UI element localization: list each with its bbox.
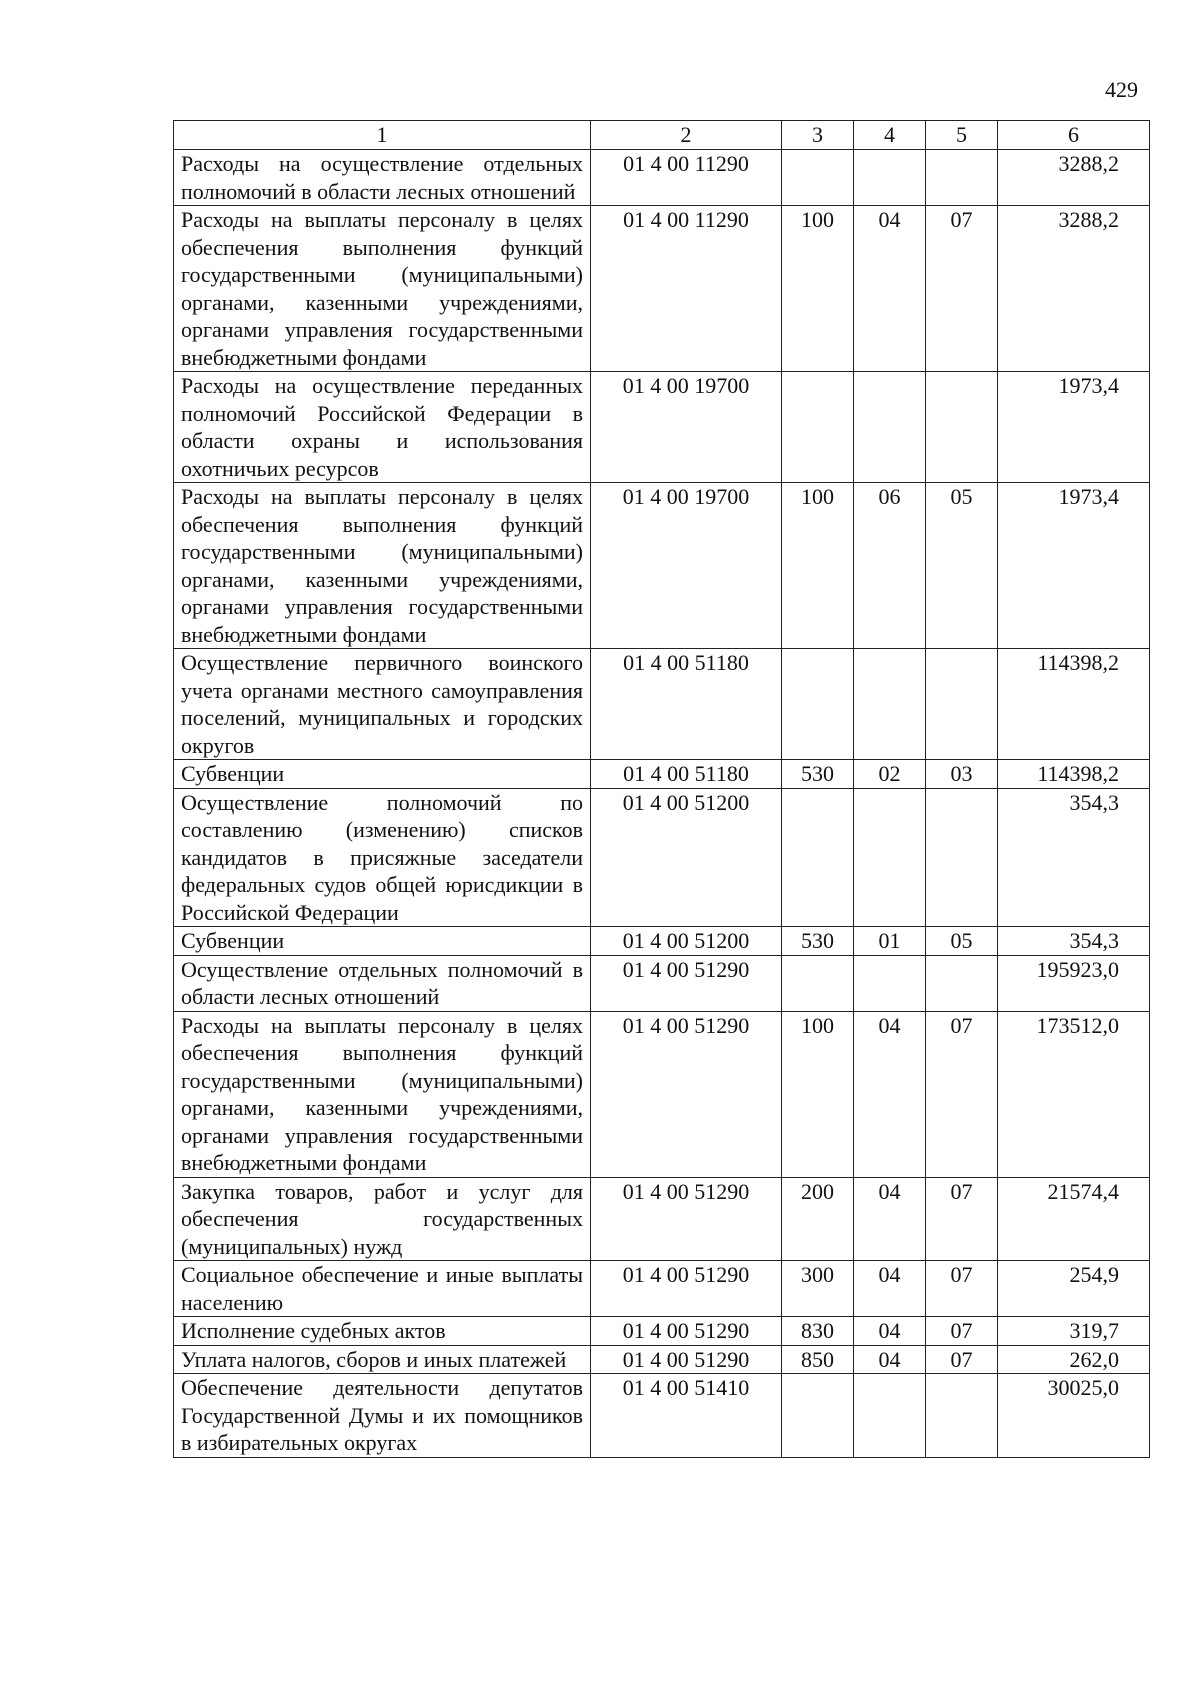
amount-cell: 319,7: [998, 1317, 1150, 1346]
column-4-cell: 04: [854, 1011, 926, 1177]
column-5-cell: 07: [926, 1317, 998, 1346]
expense-description-cell: Осуществление отдельных полномочий в области лесных отношений: [174, 955, 591, 1011]
column-5-cell: [926, 150, 998, 206]
target-code-cell: 01 4 00 19700: [591, 483, 782, 649]
column-4-cell: [854, 649, 926, 760]
column-4-cell: [854, 955, 926, 1011]
target-code-cell: 01 4 00 51290: [591, 1317, 782, 1346]
column-3-cell: 100: [782, 1011, 854, 1177]
table-row: [174, 1011, 1150, 1177]
table-row: [174, 1261, 1150, 1317]
amount-cell: 195923,0: [998, 955, 1150, 1011]
expense-description-cell: Социальное обеспечение и иные выплаты населению: [174, 1261, 591, 1317]
table-row: [174, 1177, 1150, 1261]
column-5-cell: 03: [926, 760, 998, 789]
column-4-cell: 04: [854, 1177, 926, 1261]
table-row: [174, 1345, 1150, 1374]
column-3-cell: [782, 649, 854, 760]
amount-cell: 1973,4: [998, 372, 1150, 483]
amount-cell: 354,3: [998, 927, 1150, 956]
table-row: [174, 1374, 1150, 1458]
column-3-cell: [782, 1374, 854, 1458]
budget-table-body: [174, 121, 1150, 1458]
amount-cell: 30025,0: [998, 1374, 1150, 1458]
target-code-cell: 01 4 00 51290: [591, 1345, 782, 1374]
amount-cell: 114398,2: [998, 760, 1150, 789]
column-4-cell: 06: [854, 483, 926, 649]
column-3-cell: 200: [782, 1177, 854, 1261]
column-header: 2: [591, 121, 782, 150]
table-row: [174, 150, 1150, 206]
column-3-cell: [782, 955, 854, 1011]
table-row: [174, 955, 1150, 1011]
table-row: [174, 927, 1150, 956]
column-3-cell: 530: [782, 927, 854, 956]
column-header: 1: [174, 121, 591, 150]
column-3-cell: 530: [782, 760, 854, 789]
table-header-row: [174, 121, 1150, 150]
target-code-cell: 01 4 00 51290: [591, 1011, 782, 1177]
target-code-cell: 01 4 00 51180: [591, 760, 782, 789]
column-header: 4: [854, 121, 926, 150]
column-5-cell: [926, 788, 998, 927]
budget-table: [173, 120, 1150, 1458]
column-4-cell: 04: [854, 206, 926, 372]
target-code-cell: 01 4 00 51200: [591, 788, 782, 927]
amount-cell: 262,0: [998, 1345, 1150, 1374]
expense-description-cell: Осуществление первичного воинского учета органами местного самоуправления поселений, муниципальных и городских округов: [174, 649, 591, 760]
column-5-cell: 05: [926, 483, 998, 649]
column-4-cell: 04: [854, 1317, 926, 1346]
expense-description-cell: Расходы на выплаты персоналу в целях обеспечения выполнения функций государственными (муниципальными) органами, казенными учреждениями, органами управления государственными внебюджетными фондами: [174, 206, 591, 372]
column-5-cell: [926, 955, 998, 1011]
column-5-cell: 07: [926, 206, 998, 372]
column-4-cell: [854, 150, 926, 206]
column-3-cell: 830: [782, 1317, 854, 1346]
column-4-cell: [854, 788, 926, 927]
column-5-cell: [926, 649, 998, 760]
column-3-cell: [782, 788, 854, 927]
target-code-cell: 01 4 00 19700: [591, 372, 782, 483]
column-5-cell: 07: [926, 1011, 998, 1177]
column-5-cell: 07: [926, 1345, 998, 1374]
column-4-cell: [854, 1374, 926, 1458]
table-row: [174, 649, 1150, 760]
table-row: [174, 1317, 1150, 1346]
column-3-cell: [782, 372, 854, 483]
expense-description-cell: Обеспечение деятельности депутатов Государственной Думы и их помощников в избирательных округах: [174, 1374, 591, 1458]
amount-cell: 21574,4: [998, 1177, 1150, 1261]
amount-cell: 1973,4: [998, 483, 1150, 649]
expense-description-cell: Осуществление полномочий по составлению (изменению) списков кандидатов в присяжные заседатели федеральных судов общей юрисдикции в Российской Федерации: [174, 788, 591, 927]
target-code-cell: 01 4 00 51290: [591, 1177, 782, 1261]
column-header: 3: [782, 121, 854, 150]
column-3-cell: 300: [782, 1261, 854, 1317]
table-row: [174, 760, 1150, 789]
column-4-cell: 02: [854, 760, 926, 789]
column-3-cell: 100: [782, 483, 854, 649]
expense-description-cell: Расходы на осуществление переданных полномочий Российской Федерации в области охраны и использования охотничьих ресурсов: [174, 372, 591, 483]
amount-cell: 114398,2: [998, 649, 1150, 760]
table-row: [174, 788, 1150, 927]
column-5-cell: 07: [926, 1177, 998, 1261]
column-5-cell: [926, 1374, 998, 1458]
target-code-cell: 01 4 00 11290: [591, 206, 782, 372]
column-4-cell: 01: [854, 927, 926, 956]
column-5-cell: 05: [926, 927, 998, 956]
amount-cell: 354,3: [998, 788, 1150, 927]
expense-description-cell: Закупка товаров, работ и услуг для обеспечения государственных (муниципальных) нужд: [174, 1177, 591, 1261]
target-code-cell: 01 4 00 11290: [591, 150, 782, 206]
amount-cell: 254,9: [998, 1261, 1150, 1317]
expense-description-cell: Расходы на осуществление отдельных полномочий в области лесных отношений: [174, 150, 591, 206]
column-4-cell: [854, 372, 926, 483]
page-number: 429: [1105, 77, 1138, 102]
column-3-cell: 100: [782, 206, 854, 372]
column-5-cell: [926, 372, 998, 483]
target-code-cell: 01 4 00 51290: [591, 1261, 782, 1317]
amount-cell: 3288,2: [998, 150, 1150, 206]
column-4-cell: 04: [854, 1345, 926, 1374]
column-3-cell: [782, 150, 854, 206]
amount-cell: 173512,0: [998, 1011, 1150, 1177]
expense-description-cell: Субвенции: [174, 760, 591, 789]
target-code-cell: 01 4 00 51410: [591, 1374, 782, 1458]
column-3-cell: 850: [782, 1345, 854, 1374]
column-header: 5: [926, 121, 998, 150]
target-code-cell: 01 4 00 51200: [591, 927, 782, 956]
table-row: [174, 206, 1150, 372]
amount-cell: 3288,2: [998, 206, 1150, 372]
column-4-cell: 04: [854, 1261, 926, 1317]
target-code-cell: 01 4 00 51290: [591, 955, 782, 1011]
expense-description-cell: Исполнение судебных актов: [174, 1317, 591, 1346]
expense-description-cell: Субвенции: [174, 927, 591, 956]
expense-description-cell: Расходы на выплаты персоналу в целях обеспечения выполнения функций государственными (муниципальными) органами, казенными учреждениями, органами управления государственными внебюджетными фондами: [174, 483, 591, 649]
expense-description-cell: Расходы на выплаты персоналу в целях обеспечения выполнения функций государственными (муниципальными) органами, казенными учреждениями, органами управления государственными внебюджетными фондами: [174, 1011, 591, 1177]
target-code-cell: 01 4 00 51180: [591, 649, 782, 760]
table-row: [174, 483, 1150, 649]
table-row: [174, 372, 1150, 483]
expense-description-cell: Уплата налогов, сборов и иных платежей: [174, 1345, 591, 1374]
column-5-cell: 07: [926, 1261, 998, 1317]
column-header: 6: [998, 121, 1150, 150]
